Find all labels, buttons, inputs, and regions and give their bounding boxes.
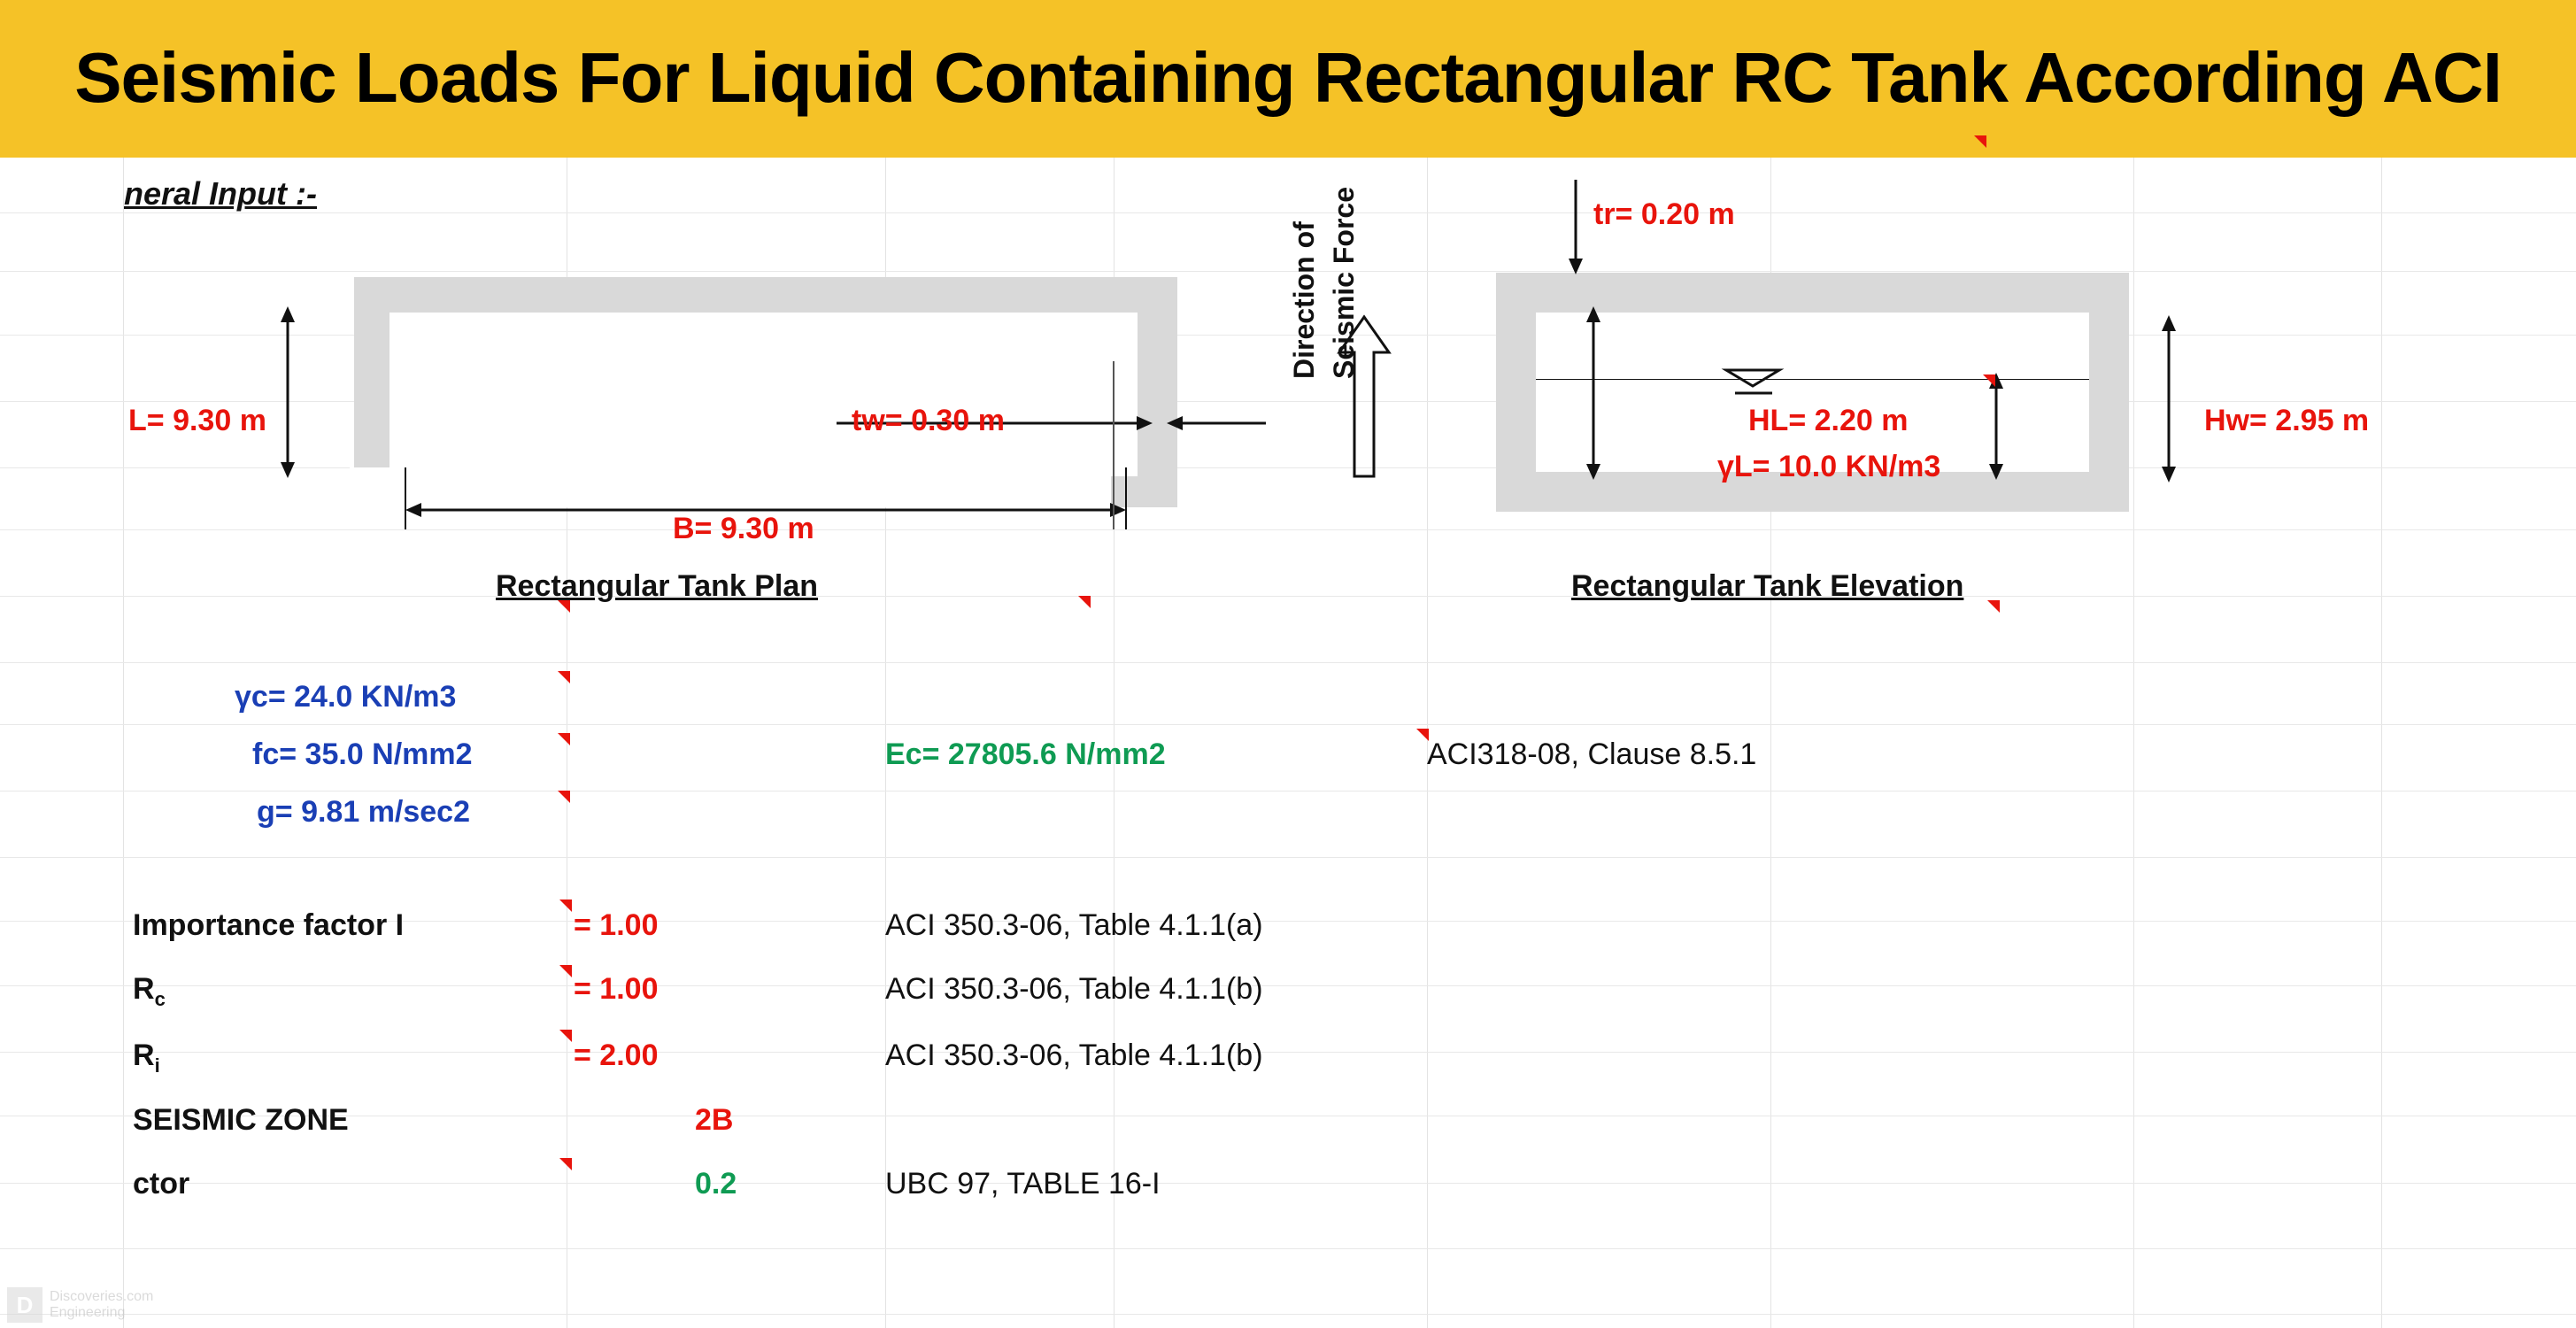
elevation-liquid-height-label: HL= 2.20 m [1748,404,1909,437]
plan-wall-thickness-label: tw= 0.30 m [852,404,1005,437]
factor-reference-ri: ACI 350.3-06, Table 4.1.1(b) [885,1038,1263,1072]
factor-name-rc [133,972,166,1011]
plan-caption: Rectangular Tank Plan [496,569,819,603]
comment-marker [1416,729,1429,741]
material-gamma-c: γc= 24.0 KN/m3 [235,680,457,714]
elevation-wall-height-label: Hw= 2.95 m [2204,404,2370,437]
factor-name-ri-sub: i [154,1054,160,1077]
page-title: Seismic Loads For Liquid Containing Rectangular RC Tank According ACI [74,38,2502,117]
watermark-text [50,1289,153,1320]
watermark-line2: Engineering [50,1305,126,1320]
factor-value-ri: = 2.00 [574,1038,659,1072]
modulus-value: Ec= 27805.6 N/mm2 [885,737,1166,771]
elevation-roof-thickness-label: tr= 0.20 m [1593,197,1735,231]
factor-value-importance: = 1.00 [574,908,659,942]
factor-name-zone-factor: ctor [133,1167,190,1201]
comment-marker [559,1030,572,1042]
spreadsheet-area [0,158,2576,1328]
factor-reference-rc: ACI 350.3-06, Table 4.1.1(b) [885,972,1263,1006]
section-heading: neral Input :- [124,175,317,212]
modulus-reference: ACI318-08, Clause 8.5.1 [1427,737,1757,771]
elevation-caption: Rectangular Tank Elevation [1571,569,1964,603]
elevation-liquid-density-label: γL= 10.0 KN/m3 [1717,450,1941,483]
comment-marker [558,791,570,803]
comment-marker [558,671,570,683]
factor-name-ri [133,1038,160,1077]
comment-marker [558,733,570,745]
comment-marker [559,965,572,977]
factor-reference-importance: ACI 350.3-06, Table 4.1.1(a) [885,908,1263,942]
comment-marker [1983,374,1995,387]
factor-value-zone-factor: 0.2 [695,1167,737,1201]
factor-name-ri-base: R [133,1038,155,1072]
plan-breadth-label: B= 9.30 m [673,512,814,545]
seismic-direction-line1: Direction of [1288,221,1320,379]
watermark-badge: D [7,1287,42,1323]
factor-value-rc: = 1.00 [574,972,659,1006]
material-fc: fc= 35.0 N/mm2 [252,737,473,771]
factor-name-importance: Importance factor I [133,908,405,942]
watermark-line1: Discoveries.com [50,1289,154,1305]
factor-name-seismic-zone: SEISMIC ZONE [133,1103,349,1137]
comment-marker [559,899,572,912]
comment-marker [1987,600,2000,613]
comment-marker [1078,596,1091,608]
comment-marker [1974,135,1986,148]
plan-length-label: L= 9.30 m [128,404,266,437]
comment-marker [559,1158,572,1170]
factor-name-rc-sub: c [154,987,166,1010]
factor-value-seismic-zone: 2B [695,1103,734,1137]
material-g: g= 9.81 m/sec2 [257,795,471,829]
factor-reference-zone-factor: UBC 97, TABLE 16-I [885,1167,1161,1201]
seismic-direction-line2: Seismic Force [1328,187,1360,379]
comment-marker [558,600,570,613]
factor-name-rc-base: R [133,972,155,1006]
watermark [7,1286,211,1324]
